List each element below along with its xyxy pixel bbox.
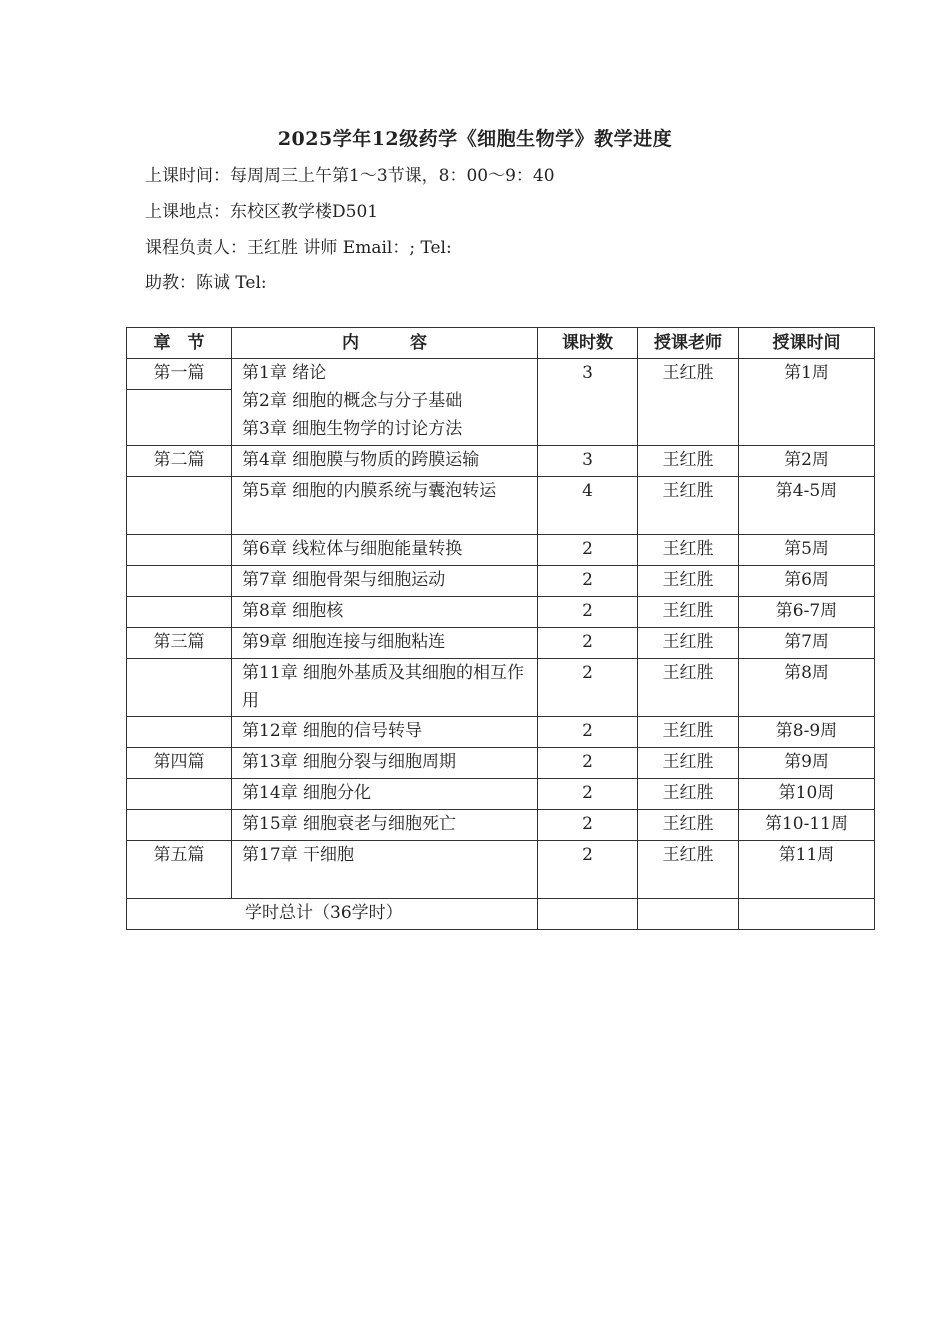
section-cell (127, 477, 232, 535)
table-row (127, 628, 875, 659)
section-cell (127, 810, 232, 841)
week-cell: 第9周 (739, 748, 875, 779)
content-cell: 第12章 细胞的信号转导 (232, 717, 538, 748)
header-week: 授课时间 (739, 328, 875, 359)
week-cell: 第4-5周 (739, 477, 875, 535)
week-cell: 第2周 (739, 446, 875, 477)
hours-cell: 3 (538, 359, 638, 446)
content-cell: 第13章 细胞分裂与细胞周期 (232, 748, 538, 779)
section-cell (127, 779, 232, 810)
content-cell: 第17章 干细胞 (232, 841, 538, 899)
header-content: 内 容 (232, 328, 538, 359)
hours-cell: 2 (538, 779, 638, 810)
teacher-cell: 王红胜 (638, 535, 739, 566)
section-cell: 第四篇 (127, 748, 232, 779)
total-row (127, 899, 875, 930)
hours-cell: 2 (538, 810, 638, 841)
teacher-cell: 王红胜 (638, 779, 739, 810)
teacher-cell: 王红胜 (638, 841, 739, 899)
hours-cell: 2 (538, 566, 638, 597)
content-cell: 第8章 细胞核 (232, 597, 538, 628)
teacher-cell: 王红胜 (638, 446, 739, 477)
week-cell: 第10-11周 (739, 810, 875, 841)
week-cell: 第8-9周 (739, 717, 875, 748)
hours-cell: 3 (538, 446, 638, 477)
week-cell: 第1周 (739, 359, 875, 446)
teacher-cell: 王红胜 (638, 566, 739, 597)
table-row (127, 446, 875, 477)
empty-cell (538, 899, 638, 930)
week-cell: 第11周 (739, 841, 875, 899)
table-row (127, 566, 875, 597)
table-header-row (127, 328, 875, 359)
teacher-cell: 王红胜 (638, 597, 739, 628)
header-section: 章 节 (127, 328, 232, 359)
teacher-cell: 王红胜 (638, 659, 739, 717)
teacher-cell: 王红胜 (638, 748, 739, 779)
table-row (127, 597, 875, 628)
teacher-cell: 王红胜 (638, 717, 739, 748)
section-cell (127, 535, 232, 566)
section-cell (127, 597, 232, 628)
content-cell: 第6章 线粒体与细胞能量转换 (232, 535, 538, 566)
table-row (127, 535, 875, 566)
table-row (127, 810, 875, 841)
teaching-assistant: 助教：陈诚 Tel: (145, 273, 267, 293)
hours-cell: 2 (538, 628, 638, 659)
week-cell: 第6周 (739, 566, 875, 597)
hours-cell: 2 (538, 717, 638, 748)
hours-cell: 2 (538, 841, 638, 899)
teacher-cell: 王红胜 (638, 359, 739, 446)
content-cell: 第14章 细胞分化 (232, 779, 538, 810)
week-cell: 第5周 (739, 535, 875, 566)
content-cell: 第11章 细胞外基质及其细胞的相互作用 (232, 659, 538, 717)
section-cell (127, 659, 232, 717)
section-cell: 第三篇 (127, 628, 232, 659)
week-cell: 第7周 (739, 628, 875, 659)
table-row (127, 779, 875, 810)
total-hours: 学时总计（36学时） (127, 899, 538, 930)
table-row (127, 717, 875, 748)
class-time: 上课时间：每周周三上午第1～3节课，8：00～9：40 (145, 166, 555, 186)
chapter-line: 第2章 细胞的概念与分子基础 (242, 391, 463, 411)
content-cell: 第4章 细胞膜与物质的跨膜运输 (232, 446, 538, 477)
section-cell: 第一篇 (127, 359, 232, 390)
table-row (127, 841, 875, 899)
table-row (127, 748, 875, 779)
section-cell (127, 566, 232, 597)
table-row (127, 477, 875, 535)
section-cell: 第五篇 (127, 841, 232, 899)
table-row (127, 659, 875, 717)
schedule-table (126, 327, 875, 930)
class-location: 上课地点：东校区教学楼D501 (145, 202, 379, 222)
week-cell: 第8周 (739, 659, 875, 717)
section-cell: 第二篇 (127, 446, 232, 477)
section-cell (127, 390, 232, 446)
hours-cell: 2 (538, 597, 638, 628)
teacher-cell: 王红胜 (638, 477, 739, 535)
hours-cell: 2 (538, 659, 638, 717)
content-cell: 第7章 细胞骨架与细胞运动 (232, 566, 538, 597)
course-owner: 课程负责人：王红胜 讲师 Email：; Tel: (145, 238, 452, 258)
empty-cell (739, 899, 875, 930)
week-cell: 第10周 (739, 779, 875, 810)
table-row (127, 359, 875, 390)
chapter-line: 第1章 绪论 (242, 363, 327, 383)
chapter-line: 第3章 细胞生物学的讨论方法 (242, 419, 463, 439)
hours-cell: 4 (538, 477, 638, 535)
empty-cell (638, 899, 739, 930)
section-cell (127, 717, 232, 748)
content-cell: 第15章 细胞衰老与细胞死亡 (232, 810, 538, 841)
week-cell: 第6-7周 (739, 597, 875, 628)
content-cell: 第9章 细胞连接与细胞粘连 (232, 628, 538, 659)
header-teacher: 授课老师 (638, 328, 739, 359)
hours-cell: 2 (538, 748, 638, 779)
hours-cell: 2 (538, 535, 638, 566)
document-title: 2025学年12级药学《细胞生物学》教学进度 (277, 128, 673, 150)
teacher-cell: 王红胜 (638, 628, 739, 659)
teacher-cell: 王红胜 (638, 810, 739, 841)
content-cell (232, 359, 538, 446)
header-hours: 课时数 (538, 328, 638, 359)
content-cell: 第5章 细胞的内膜系统与囊泡转运 (232, 477, 538, 535)
